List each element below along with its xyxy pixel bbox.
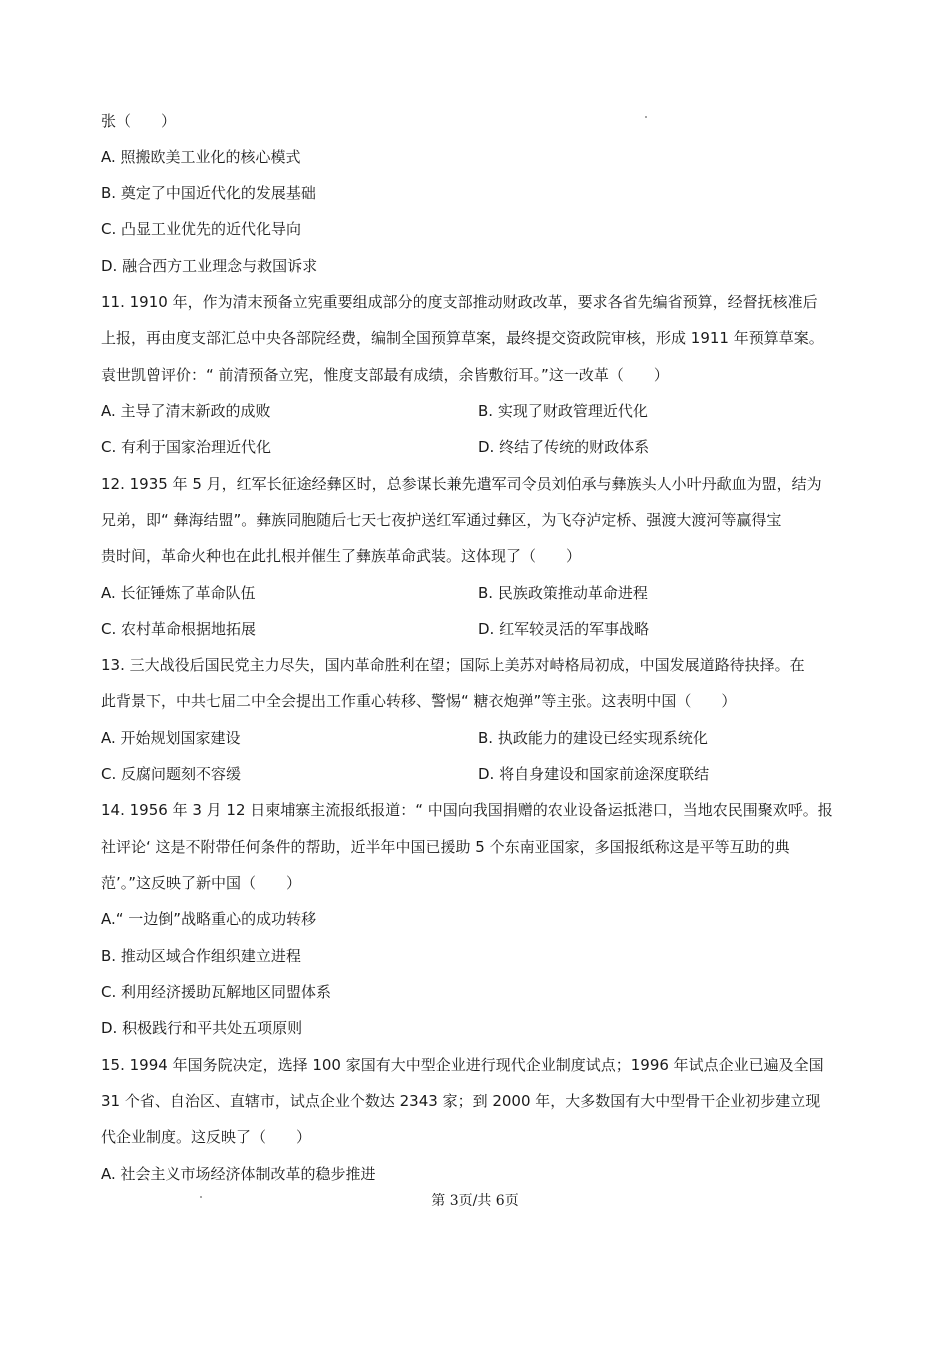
q11-option-d: D. 终结了传统的财政体系 bbox=[478, 438, 650, 456]
q10-option-a: A. 照搬欧美工业化的核心模式 bbox=[101, 148, 301, 166]
q15-stem-line-1: 15. 1994 年国务院决定，选择 100 家国有大中型企业进行现代企业制度试点；1996 年试点企业已遍及全国 bbox=[101, 1056, 824, 1074]
q10-option-c: C. 凸显工业优先的近代化导向 bbox=[101, 220, 302, 238]
q12-option-c: C. 农村革命根据地拓展 bbox=[101, 620, 257, 638]
q14-option-d: D. 积极践行和平共处五项原则 bbox=[101, 1019, 303, 1037]
q13-option-d: D. 将自身建设和国家前途深度联结 bbox=[478, 765, 710, 783]
q12-stem-line-3: 贵时间，革命火种也在此扎根并催生了彝族革命武装。这体现了（ ） bbox=[101, 547, 582, 565]
q11-stem-line-2: 上报，再由度支部汇总中央各部院经费，编制全国预算草案，最终提交资政院审核，形成 1911 年预算草案。 bbox=[101, 329, 824, 347]
q13-option-c: C. 反腐问题刻不容缓 bbox=[101, 765, 242, 783]
q12-option-d: D. 红军较灵活的军事战略 bbox=[478, 620, 650, 638]
q11-stem-line-1: 11. 1910 年，作为清末预备立宪重要组成部分的度支部推动财政改革，要求各省先编省预算，经督抚核准后 bbox=[101, 293, 818, 311]
q14-option-c: C. 利用经济援助瓦解地区同盟体系 bbox=[101, 983, 332, 1001]
q13-option-a: A. 开始规划国家建设 bbox=[101, 729, 241, 747]
q10-stem-tail: 张（ ） bbox=[101, 112, 177, 130]
q12-option-b: B. 民族政策推动革命进程 bbox=[478, 584, 648, 602]
q12-stem-line-1: 12. 1935 年 5 月，红军长征途经彝区时，总参谋长兼先遣军司令员刘伯承与彝族头人小叶丹歃血为盟，结为 bbox=[101, 475, 822, 493]
q15-stem-line-3: 代企业制度。这反映了（ ） bbox=[101, 1128, 312, 1146]
q14-stem-line-3: 范’。”这反映了新中国（ ） bbox=[101, 874, 302, 892]
q11-stem-line-3: 袁世凯曾评价：“ 前清预备立宪，惟度支部最有成绩，余皆敷衍耳。”这一改革（ ） bbox=[101, 366, 669, 384]
q15-stem-line-2: 31 个省、自治区、直辖市，试点企业个数达 2343 家；到 2000 年，大多数国有大中型骨干企业初步建立现 bbox=[101, 1092, 821, 1110]
q10-option-d: D. 融合西方工业理念与救国诉求 bbox=[101, 257, 318, 275]
q15-option-a: A. 社会主义市场经济体制改革的稳步推进 bbox=[101, 1165, 376, 1183]
q14-option-a: A.“ 一边倒”战略重心的成功转移 bbox=[101, 910, 317, 928]
q14-stem-line-1: 14. 1956 年 3 月 12 日柬埔寨主流报纸报道：“ 中国向我国捐赠的农业设备运抵港口，当地农民围聚欢呼。报 bbox=[101, 801, 833, 819]
q12-stem-line-2: 兄弟，即“ 彝海结盟”。彝族同胞随后七天七夜护送红军通过彝区，为飞夺泸定桥、强渡大渡河等赢得宝 bbox=[101, 511, 782, 529]
q11-option-c: C. 有利于国家治理近代化 bbox=[101, 438, 272, 456]
q10-option-b: B. 奠定了中国近代化的发展基础 bbox=[101, 184, 316, 202]
q13-stem-line-2: 此背景下，中共七届二中全会提出工作重心转移、警惕“ 糖衣炮弹”等主张。这表明中国（ ） bbox=[101, 692, 737, 710]
q11-option-a: A. 主导了清末新政的成败 bbox=[101, 402, 271, 420]
q13-option-b: B. 执政能力的建设已经实现系统化 bbox=[478, 729, 708, 747]
page-footer: 第 3页/共 6页 bbox=[431, 1193, 519, 1209]
q12-option-a: A. 长征锤炼了革命队伍 bbox=[101, 584, 256, 602]
scan-speck bbox=[200, 1196, 202, 1198]
q14-stem-line-2: 社评论‘ 这是不附带任何条件的帮助，近半年中国已援助 5 个东南亚国家，多国报纸称这是平等互助的典 bbox=[101, 838, 790, 856]
q11-option-b: B. 实现了财政管理近代化 bbox=[478, 402, 648, 420]
scan-speck bbox=[645, 116, 647, 118]
q14-option-b: B. 推动区域合作组织建立进程 bbox=[101, 947, 301, 965]
q13-stem-line-1: 13. 三大战役后国民党主力尽失，国内革命胜利在望；国际上美苏对峙格局初成，中国发展道路待抉择。在 bbox=[101, 656, 805, 674]
